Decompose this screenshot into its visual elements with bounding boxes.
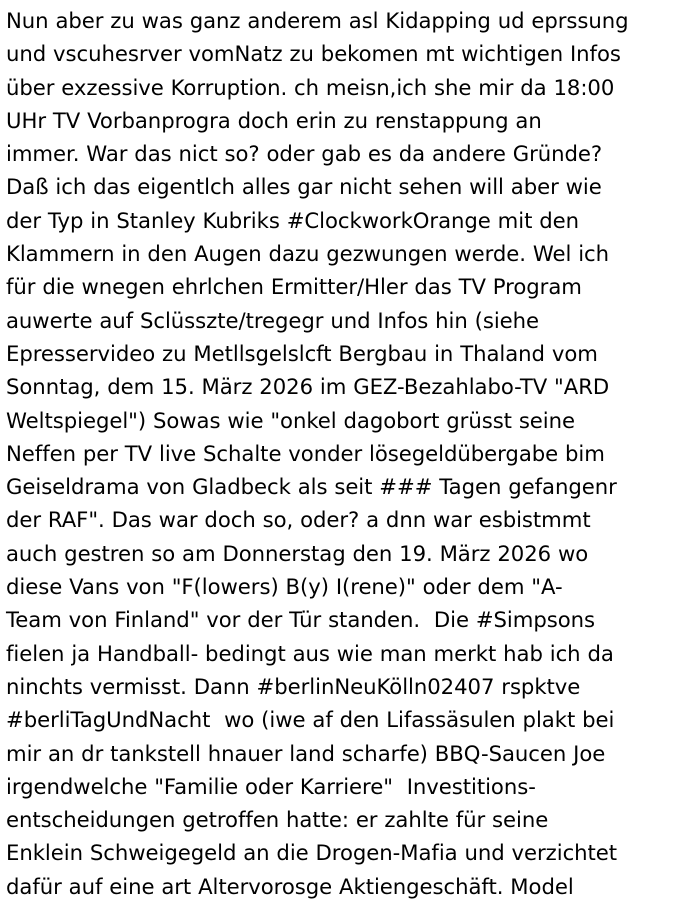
text-line: Enklein Schweigegeld an die Drogen-Mafia und verzichtet bbox=[6, 840, 618, 866]
text-line: der RAF". Das war doch so, oder? a dnn war esbistmmt bbox=[6, 507, 591, 533]
text-line: mir an dr tankstell hnauer land scharfe) BBQ-Saucen Joe bbox=[6, 740, 606, 766]
text-line: fielen ja Handball- bedingt aus wie man merkt hab ich da bbox=[6, 640, 614, 666]
text-line: #berliTagUndNacht wo (iwe af den Lifassäsulen plakt bei bbox=[6, 707, 615, 733]
text-line: der Typ in Stanley Kubriks #ClockworkOrange mit den bbox=[6, 207, 580, 233]
text-line: auwerte auf Sclüsszte/tregegr und Infos hin (siehe bbox=[6, 307, 540, 333]
text-line: und vscuhesrver vomNatz zu bekomen mt wichtigen Infos bbox=[6, 41, 621, 67]
text-line: dafür auf eine art Altervorosge Aktiengeschäft. Model bbox=[6, 873, 574, 899]
text-line: Neffen per TV live Schalte vonder lösegeldübergabe bim bbox=[6, 440, 605, 466]
text-line: Team von Finland" vor der Tür standen. Die #Simpsons bbox=[6, 607, 596, 633]
text-line: Epresservideo zu Metllsgelslcft Bergbau in Thaland vom bbox=[6, 340, 598, 366]
text-line: Sonntag, dem 15. März 2026 im GEZ-Bezahlabo-TV "ARD bbox=[6, 374, 610, 400]
text-line: diese Vans von "F(lowers) B(y) I(rene)" oder dem "A- bbox=[6, 574, 563, 600]
text-line: UHr TV Vorbanprogra doch erin zu renstappung an bbox=[6, 107, 542, 133]
text-line: Nun aber zu was ganz anderem asl Kidapping ud eprssung bbox=[6, 8, 629, 33]
text-line: über exzessive Korruption. ch meisn,ich she mir da 18:00 bbox=[6, 74, 615, 100]
text-line: für die wnegen ehrlchen Ermitter/Hler das TV Program bbox=[6, 274, 582, 300]
text-line: irgendwelche "Familie oder Karriere" Investitions- bbox=[6, 773, 536, 799]
text-line: entscheidungen getroffen hatte: er zahlte für seine bbox=[6, 807, 549, 833]
text-line: ninchts vermisst. Dann #berlinNeuKölln02407 rspktve bbox=[6, 673, 581, 699]
text-line: immer. War das nict so? oder gab es da andere Gründe? bbox=[6, 141, 603, 167]
text-line: Weltspiegel") Sowas wie "onkel dagobort grüsst seine bbox=[6, 407, 575, 433]
text-line: Daß ich das eigentlch alles gar nicht sehen will aber wie bbox=[6, 174, 602, 200]
text-line: auch gestren so am Donnerstag den 19. März 2026 wo bbox=[6, 540, 589, 566]
text-line: Geiseldrama von Gladbeck als seit ### Tagen gefangenr bbox=[6, 474, 617, 500]
text-line: Klammern in den Augen dazu gezwungen werde. Wel ich bbox=[6, 241, 610, 267]
